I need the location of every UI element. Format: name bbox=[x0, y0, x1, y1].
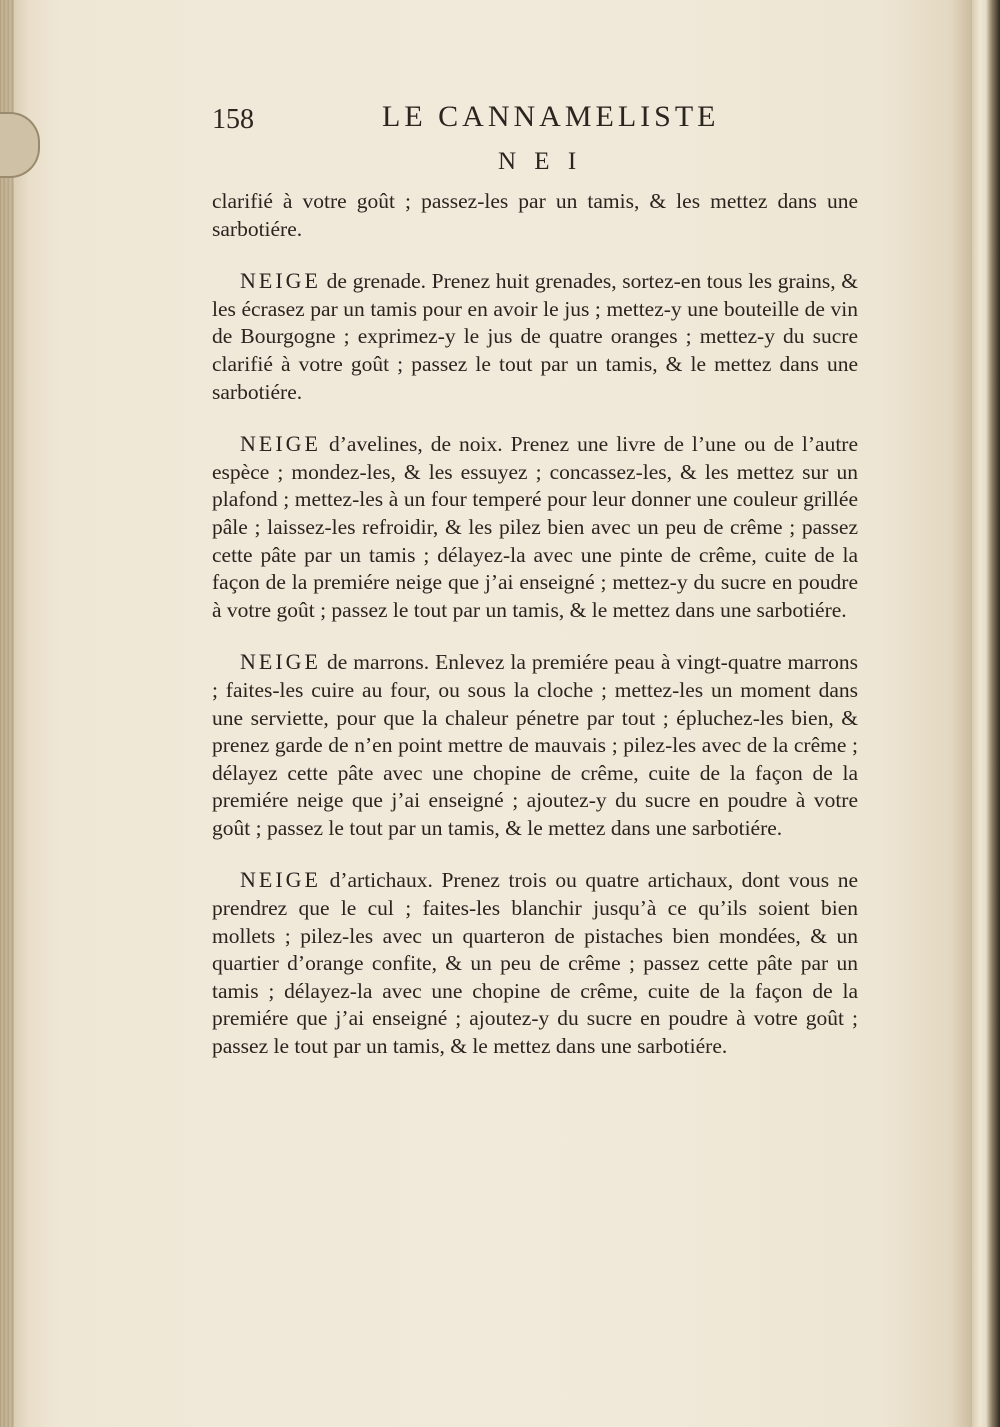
paragraph-neige-artichaux bbox=[212, 866, 858, 1060]
paragraph-text: d’artichaux. Prenez trois ou quatre artichaux, dont vous ne prendrez que le cul ; faites-les blanchir jusqu’à ce qu’ils soient bien mollets ; pilez-les avec un quarteron de pistaches bien mondées, & un quartier d’orange confite, & un peu de crême ; passez cette pâte par un tamis ; délayez-la avec une chopine de crême, cuite de la façon de la premiére que j’ai enseigné ; ajoutez-y du sucre en poudre à votre goût ; passez le tout par un tamis, & le mettez dans une sarbotiére. bbox=[212, 868, 858, 1059]
paragraph-text: de grenade. Prenez huit grenades, sortez-en tous les grains, & les écrasez par un tamis pour en avoir le jus ; mettez-y une bouteille de vin de Bourgogne ; exprimez-y le jus de quatre oranges ; mettez-y du sucre clarifié à votre goût ; passez le tout par un tamis, & le mettez dans une sarbotiére. bbox=[212, 269, 858, 404]
section-letters: N E I bbox=[498, 148, 583, 175]
paragraph-continuation bbox=[212, 188, 858, 243]
left-page-edges bbox=[0, 0, 14, 1427]
page-header bbox=[212, 100, 872, 140]
entry-heading: NEIGE bbox=[240, 649, 321, 675]
paragraph-neige-avelines bbox=[212, 430, 858, 624]
paragraph-neige-marrons bbox=[212, 648, 858, 842]
running-title: LE CANNAMELISTE bbox=[382, 100, 720, 133]
paragraph-neige-grenade bbox=[212, 267, 858, 406]
paragraph-text: de marrons. Enlevez la premiére peau à vingt-quatre marrons ; faites-les cuire au four, ou sous la cloche ; mettez-les un moment dans une serviette, pour que la chaleur pénetre par tout ; épluchez-les bien, & prenez garde de n’en point mettre de mauvais ; pilez-les avec de la crême ; délayez cette pâte avec une chopine de crême, cuite de la façon de la premiére neige que j’ai enseigné ; ajoutez-y du sucre en poudre à votre goût ; passez le tout par un tamis, & le mettez dans une sarbotiére. bbox=[212, 650, 859, 840]
entry-heading: NEIGE bbox=[240, 867, 321, 893]
page-number: 158 bbox=[212, 104, 254, 135]
right-page-stack bbox=[972, 0, 1000, 1427]
paragraph-text: d’avelines, de noix. Prenez une livre de l’une ou de l’autre espèce ; mondez-les, & les essuyez ; concassez-les, & les mettez sur un plafond ; mettez-les à un four temperé pour leur donner une couleur grillée pâle ; laissez-les refroidir, & les pilez bien avec un peu de crême ; passez cette pâte par un tamis ; délayez-la avec une pinte de crême, cuite de la façon de la premiére neige que j’ai enseigné ; mettez-y du sucre en poudre à votre goût ; passez le tout par un tamis, & le mettez dans une sarbotiére. bbox=[212, 432, 859, 622]
page-body bbox=[212, 188, 858, 1085]
page-clip bbox=[0, 112, 40, 178]
entry-heading: NEIGE bbox=[240, 431, 321, 457]
paragraph-text: clarifié à votre goût ; passez-les par un tamis, & les mettez dans une sarbotiére. bbox=[212, 189, 858, 241]
entry-heading: NEIGE bbox=[240, 268, 321, 294]
